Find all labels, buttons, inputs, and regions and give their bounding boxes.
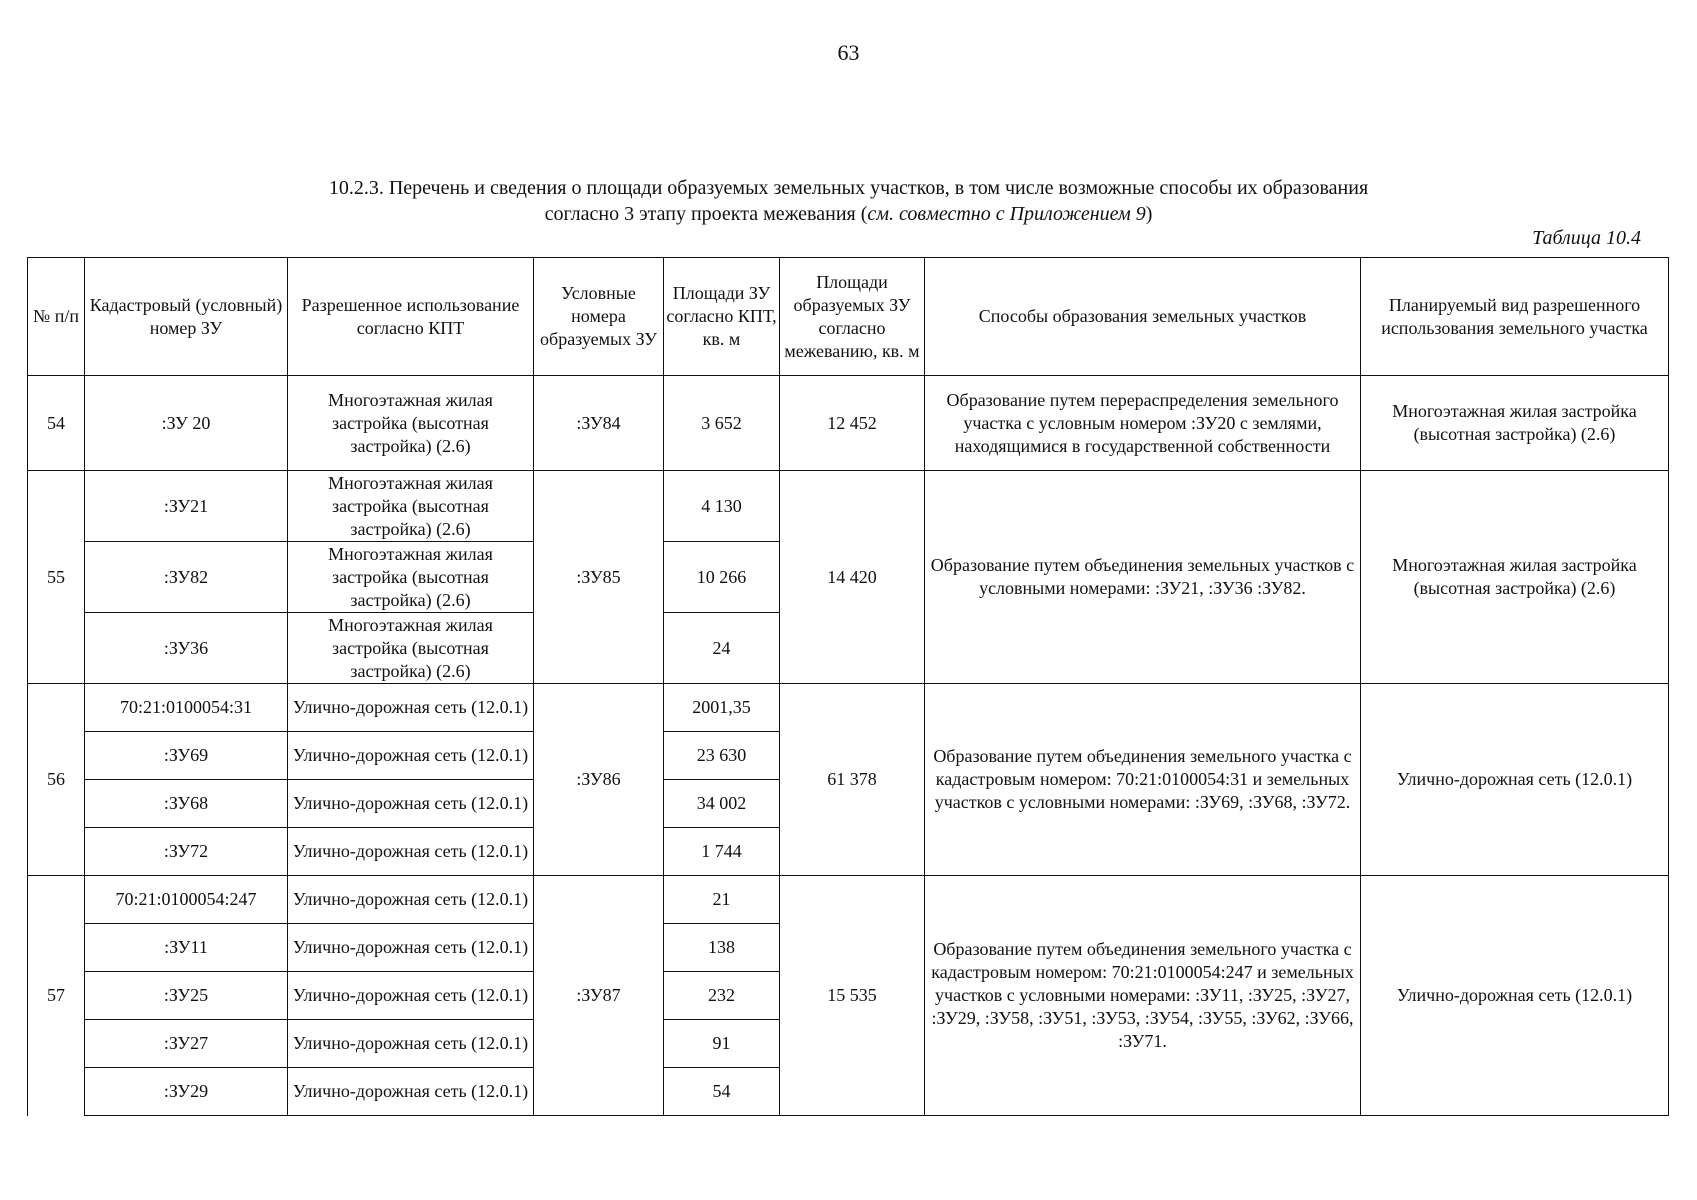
new-plot-number: :ЗУ87	[534, 876, 664, 1116]
permitted-use: Многоэтажная жилая застройка (высотная застройка) (2.6)	[288, 613, 534, 684]
header-planned-use: Планируемый вид разрешенного использования земельного участка	[1361, 258, 1669, 376]
row-num: 56	[28, 684, 85, 876]
cadastral-number: :ЗУ82	[85, 542, 288, 613]
header-area-kpt: Площади ЗУ согласно КПТ, кв. м	[664, 258, 780, 376]
permitted-use: Улично-дорожная сеть (12.0.1)	[288, 780, 534, 828]
formation-method: Образование путем объединения земельных участков с условными номерами: :ЗУ21, :ЗУ36 :ЗУ82.	[925, 471, 1361, 684]
land-plots-table	[27, 257, 1669, 1116]
heading-line-2-prefix: согласно 3 этапу проекта межевания (	[544, 203, 868, 225]
area-kpt: 138	[664, 924, 780, 972]
cadastral-number: :ЗУ68	[85, 780, 288, 828]
area-kpt: 34 002	[664, 780, 780, 828]
header-area-formed: Площади образуемых ЗУ согласно межеванию, кв. м	[780, 258, 925, 376]
cadastral-number: :ЗУ27	[85, 1020, 288, 1068]
header-permitted-use: Разрешенное использование согласно КПТ	[288, 258, 534, 376]
table-row	[28, 376, 1669, 471]
heading-line-1: 10.2.3. Перечень и сведения о площади образуемых земельных участков, в том числе возможные способы их образования	[328, 177, 1369, 199]
area-formed: 12 452	[780, 376, 925, 471]
formation-method: Образование путем объединения земельного участка с кадастровым номером: 70:21:0100054:31 и земельных участков с условными номерами: :ЗУ69, :ЗУ68, :ЗУ72.	[925, 684, 1361, 876]
permitted-use: Улично-дорожная сеть (12.0.1)	[288, 924, 534, 972]
area-kpt: 23 630	[664, 732, 780, 780]
heading-line-2-suffix: )	[1145, 203, 1153, 225]
cadastral-number: :ЗУ29	[85, 1068, 288, 1116]
cadastral-number: :ЗУ21	[85, 471, 288, 542]
table-label: Таблица 10.4	[1532, 227, 1641, 249]
header-conditional-numbers: Условные номера образуемых ЗУ	[534, 258, 664, 376]
new-plot-number: :ЗУ86	[534, 684, 664, 876]
area-formed: 14 420	[780, 471, 925, 684]
area-formed: 61 378	[780, 684, 925, 876]
cadastral-number: :ЗУ36	[85, 613, 288, 684]
header-cadastral: Кадастровый (условный) номер ЗУ	[85, 258, 288, 376]
area-kpt: 24	[664, 613, 780, 684]
table-row	[28, 471, 1669, 542]
table-heading	[0, 175, 1697, 227]
permitted-use: Улично-дорожная сеть (12.0.1)	[288, 1068, 534, 1116]
area-kpt: 2001,35	[664, 684, 780, 732]
area-kpt: 10 266	[664, 542, 780, 613]
planned-use: Многоэтажная жилая застройка (высотная застройка) (2.6)	[1361, 376, 1669, 471]
area-kpt: 3 652	[664, 376, 780, 471]
new-plot-number: :ЗУ84	[534, 376, 664, 471]
area-kpt: 54	[664, 1068, 780, 1116]
area-kpt: 4 130	[664, 471, 780, 542]
cadastral-number: :ЗУ25	[85, 972, 288, 1020]
permitted-use: Улично-дорожная сеть (12.0.1)	[288, 1020, 534, 1068]
cadastral-number: 70:21:0100054:31	[85, 684, 288, 732]
permitted-use: Улично-дорожная сеть (12.0.1)	[288, 876, 534, 924]
cadastral-number: :ЗУ11	[85, 924, 288, 972]
table-row	[28, 684, 1669, 732]
permitted-use: Улично-дорожная сеть (12.0.1)	[288, 972, 534, 1020]
permitted-use: Улично-дорожная сеть (12.0.1)	[288, 684, 534, 732]
page-number: 63	[837, 40, 860, 65]
cadastral-number: 70:21:0100054:247	[85, 876, 288, 924]
planned-use: Многоэтажная жилая застройка (высотная застройка) (2.6)	[1361, 471, 1669, 684]
permitted-use: Улично-дорожная сеть (12.0.1)	[288, 828, 534, 876]
cadastral-number: :ЗУ 20	[85, 376, 288, 471]
table-row	[28, 876, 1669, 924]
planned-use: Улично-дорожная сеть (12.0.1)	[1361, 876, 1669, 1116]
new-plot-number: :ЗУ85	[534, 471, 664, 684]
row-num: 57	[28, 876, 85, 1116]
formation-method: Образование путем перераспределения земельного участка с условным номером :ЗУ20 с землями, находящимися в государственной собственности	[925, 376, 1361, 471]
area-kpt: 1 744	[664, 828, 780, 876]
permitted-use: Многоэтажная жилая застройка (высотная застройка) (2.6)	[288, 376, 534, 471]
formation-method: Образование путем объединения земельного участка с кадастровым номером: 70:21:0100054:247 и земельных участков с условными номерами: :ЗУ11, :ЗУ25, :ЗУ27, :ЗУ29, :ЗУ58, :ЗУ51, :ЗУ53, :ЗУ54, :ЗУ55, :ЗУ62, :ЗУ66, :ЗУ71.	[925, 876, 1361, 1116]
cadastral-number: :ЗУ69	[85, 732, 288, 780]
area-kpt: 232	[664, 972, 780, 1020]
header-num: № п/п	[28, 258, 85, 376]
cadastral-number: :ЗУ72	[85, 828, 288, 876]
permitted-use: Многоэтажная жилая застройка (высотная застройка) (2.6)	[288, 471, 534, 542]
heading-line-2-italic: см. совместно с Приложением 9	[867, 203, 1146, 225]
permitted-use: Улично-дорожная сеть (12.0.1)	[288, 732, 534, 780]
area-kpt: 21	[664, 876, 780, 924]
header-formation-methods: Способы образования земельных участков	[925, 258, 1361, 376]
row-num: 54	[28, 376, 85, 471]
area-formed: 15 535	[780, 876, 925, 1116]
table-header-row	[28, 258, 1669, 376]
area-kpt: 91	[664, 1020, 780, 1068]
planned-use: Улично-дорожная сеть (12.0.1)	[1361, 684, 1669, 876]
permitted-use: Многоэтажная жилая застройка (высотная застройка) (2.6)	[288, 542, 534, 613]
row-num: 55	[28, 471, 85, 684]
heading-line-2	[0, 201, 1697, 227]
